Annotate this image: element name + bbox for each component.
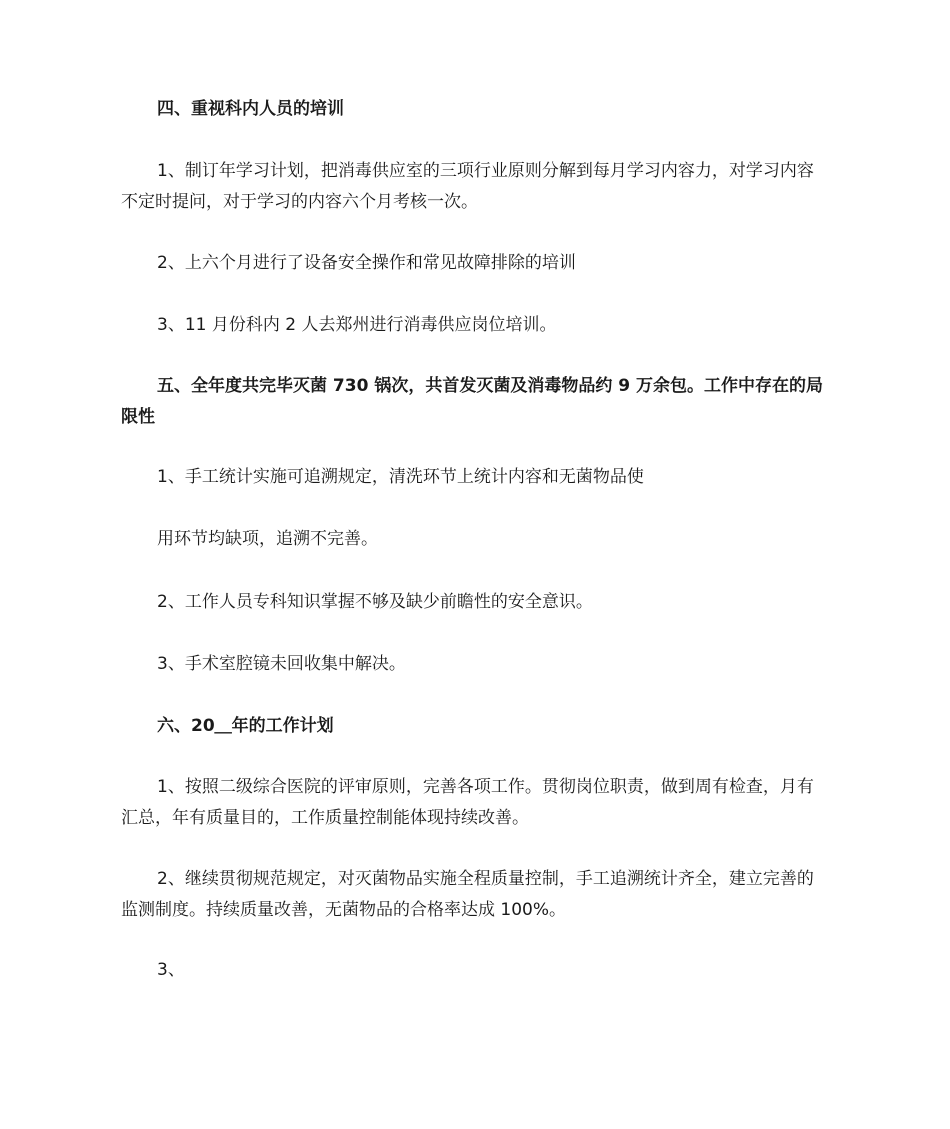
paragraph-item: 3、 [157,960,185,980]
paragraph-item: 3、11 月份科内 2 人去郑州进行消毒供应岗位培训。 [157,315,557,335]
section-heading-summary: 五、全年度共完毕灭菌 730 锅次，共首发灭菌及消毒物品约 9 万余包。工作中存在的局限性 [121,376,823,427]
paragraph-item: 1、制订年学习计划，把消毒供应室的三项行业原则分解到每月学习内容力，对学习内容不定时提问，对于学习的内容六个月考核一次。 [121,161,814,212]
paragraph-item: 2、工作人员专科知识掌握不够及缺少前瞻性的安全意识。 [157,592,593,612]
section-heading-training: 四、重视科内人员的培训 [157,99,344,119]
section-heading-plan: 六、20＿年的工作计划 [157,716,334,736]
paragraph-item: 2、上六个月进行了设备安全操作和常见故障排除的培训 [157,253,576,273]
paragraph-item: 3、手术室腔镜未回收集中解决。 [157,654,406,674]
paragraph-item: 1、按照二级综合医院的评审原则，完善各项工作。贯彻岗位职责，做到周有检查，月有汇总，年有质量目的，工作质量控制能体现持续改善。 [121,777,814,828]
paragraph-item: 1、手工统计实施可追溯规定，清洗环节上统计内容和无菌物品使 [157,467,644,487]
paragraph-item: 用环节均缺项，追溯不完善。 [157,529,378,549]
paragraph-item: 2、继续贯彻规范规定，对灭菌物品实施全程质量控制，手工追溯统计齐全，建立完善的监测制度。持续质量改善，无菌物品的合格率达成 100%。 [121,869,814,920]
